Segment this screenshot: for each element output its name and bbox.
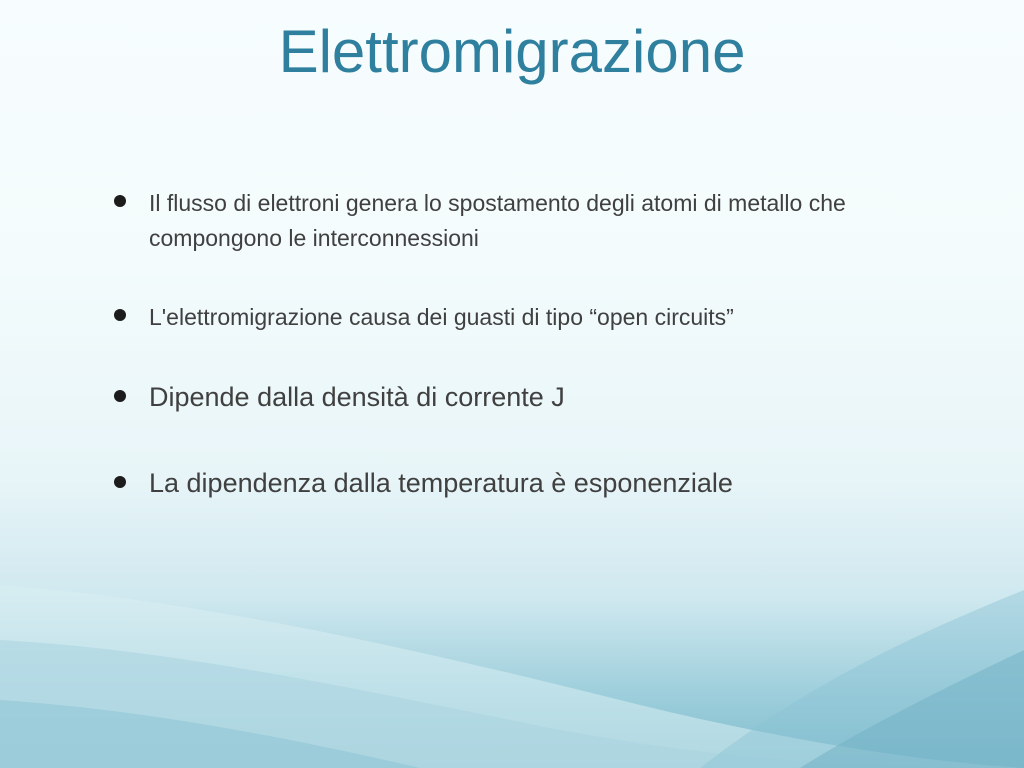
bullet-dot-icon [114,195,126,207]
bullet-item [112,379,932,415]
bullet-list [112,186,932,501]
bullet-text: Il flusso di elettroni genera lo spostamento degli atomi di metallo che compongono le interconnessioni [149,190,846,251]
bullet-dot-icon [114,309,126,321]
slide-title: Elettromigrazione [278,18,746,85]
bullet-text: L'elettromigrazione causa dei guasti di tipo “open circuits” [149,304,734,330]
bullet-dot-icon [114,390,126,402]
bullet-item [112,186,932,256]
bullet-item [112,300,932,335]
bullet-text: La dipendenza dalla temperatura è esponenziale [149,468,733,498]
bullet-item [112,465,932,501]
bullet-dot-icon [114,476,126,488]
bullet-text: Dipende dalla densità di corrente J [149,382,565,412]
